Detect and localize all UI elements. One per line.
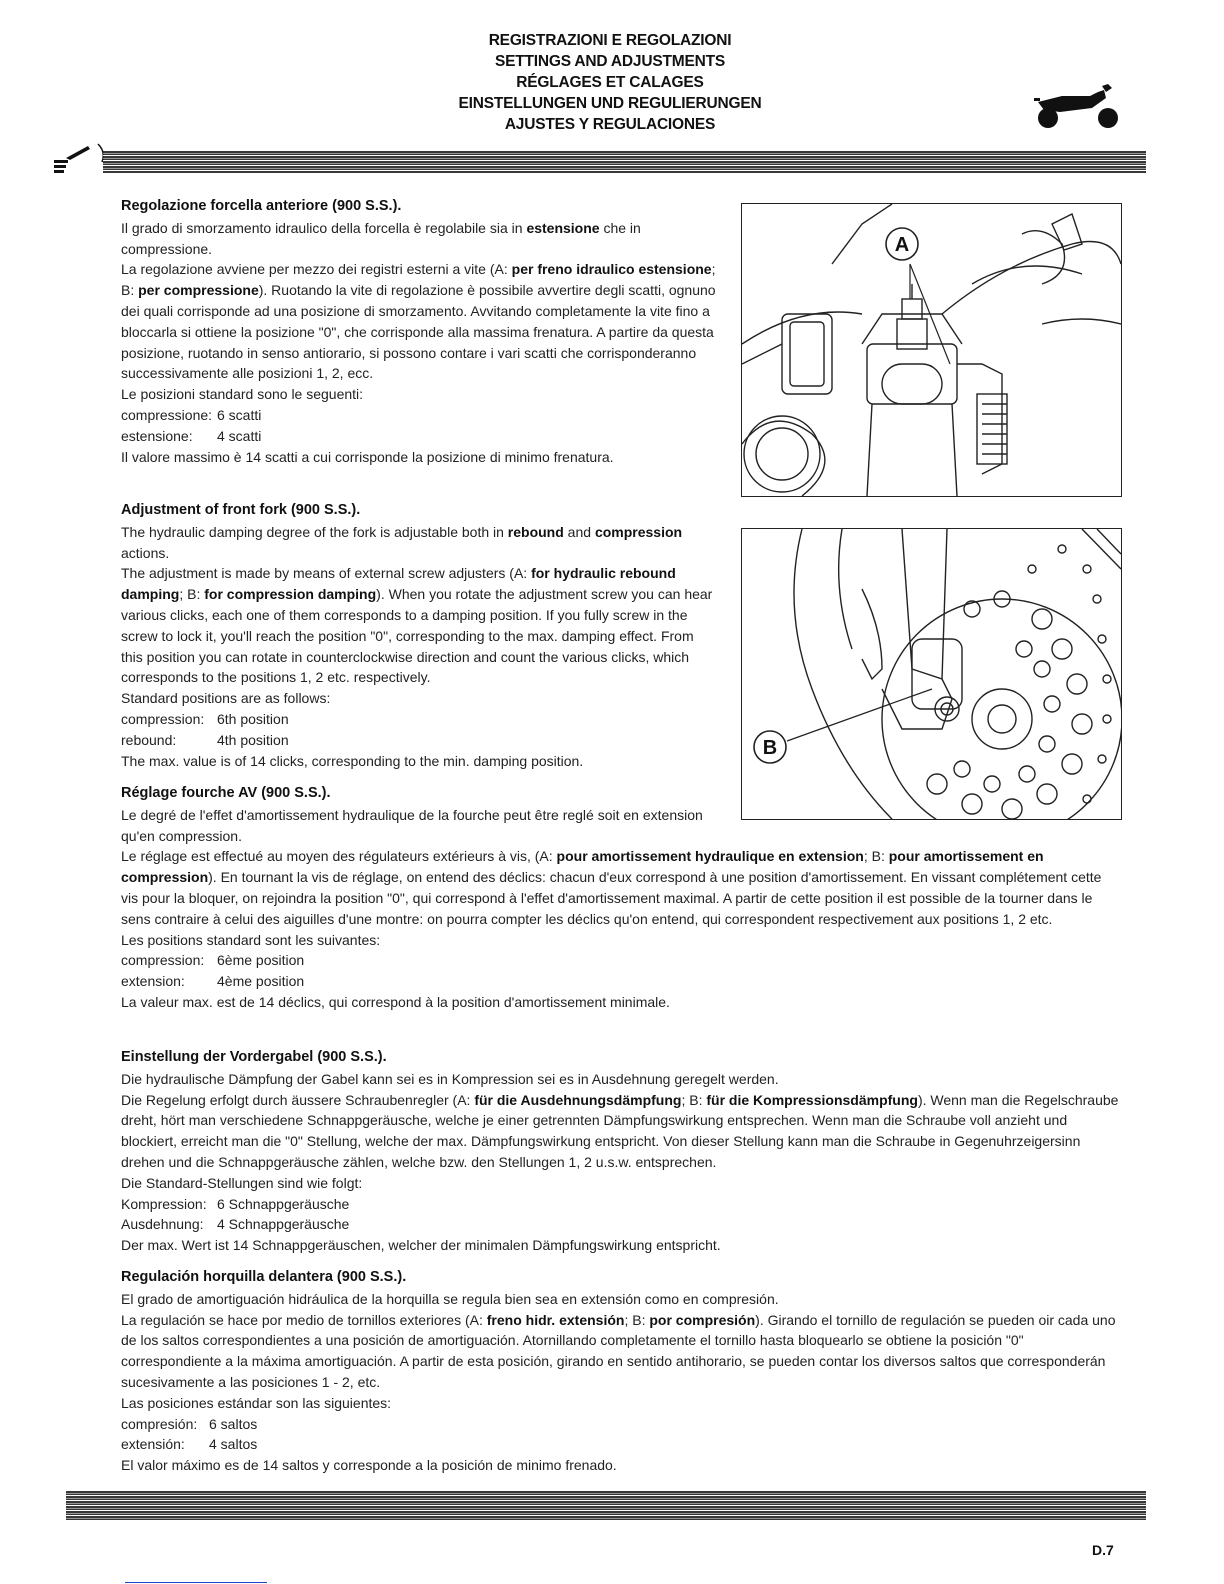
setting-label: compression: — [121, 952, 205, 969]
section-title-english: Adjustment of front fork (900 S.S.). — [121, 502, 361, 518]
page-number: D.7 — [1092, 1542, 1114, 1558]
text-run: Die Regelung erfolgt durch äussere Schraubenregler (A: — [121, 1091, 475, 1108]
setting-value: 6th position — [217, 710, 289, 727]
header-line-german: EINSTELLUNGEN UND REGULIERUNGEN — [458, 95, 762, 112]
paragraph: Die Standard-Stellungen sind wie folgt: — [121, 1174, 363, 1191]
text-run: ; B: — [624, 1311, 650, 1328]
figure-compression-adjuster — [741, 528, 1122, 820]
paragraph: La valeur max. est de 14 déclics, qui correspond à la position d'amortissement minimale. — [121, 993, 670, 1010]
paragraph: El grado de amortiguación hidráulica de la horquilla se regula bien sea en extensión como en compresión. — [121, 1290, 779, 1307]
setting-row — [121, 971, 1121, 992]
header-line-spanish: AJUSTES Y REGULACIONES — [504, 116, 716, 133]
paragraph — [121, 1310, 1121, 1393]
setting-row — [121, 1414, 1121, 1435]
section-title-italian: Regolazione forcella anteriore (900 S.S.). — [121, 198, 402, 214]
text-run: Le réglage est effectué au moyen des régulateurs extérieurs à vis, (A: — [121, 848, 557, 865]
text-run: La regulación se hace por medio de tornillos exteriores (A: — [121, 1311, 487, 1328]
paragraph: Die hydraulische Dämpfung der Gabel kann sei es in Kompression sei es in Ausdehnung geregelt werden. — [121, 1070, 779, 1087]
setting-value: 6 saltos — [209, 1415, 258, 1432]
bold-term: por compresión — [649, 1311, 756, 1328]
paragraph: El valor máximo es de 14 saltos y corresponde a la posición de minimo frenado. — [121, 1457, 617, 1474]
bold-term: for compression damping — [204, 586, 377, 603]
motorcycle-icon — [1032, 82, 1122, 130]
text-run: The hydraulic damping degree of the fork is adjustable both in — [121, 523, 508, 540]
bold-term: estensione — [526, 219, 600, 236]
paragraph: Les positions standard sont les suivantes: — [121, 931, 381, 948]
setting-label: compressione: — [121, 406, 213, 423]
setting-label: extensión: — [121, 1436, 185, 1453]
setting-value: 6ème position — [217, 952, 305, 969]
paragraph: Der max. Wert ist 14 Schnappgeräuschen, welcher der minimalen Dämpfungswirkung entspricht. — [121, 1237, 721, 1254]
setting-value: 6 Schnappgeräusche — [217, 1195, 350, 1212]
setting-label: extension: — [121, 973, 185, 990]
text-run: ; B: — [121, 261, 716, 299]
setting-label: compresión: — [121, 1415, 198, 1432]
setting-row — [121, 1194, 1121, 1215]
setting-value: 4 Schnappgeräusche — [217, 1216, 350, 1233]
paragraph: Il valore massimo è 14 scatti a cui corrisponde la posizione di minimo frenatura. — [121, 448, 614, 465]
bottom-rule-divider — [66, 1491, 1146, 1521]
section-mark-icon — [54, 140, 104, 176]
setting-label: Kompression: — [121, 1195, 207, 1212]
text-run: La regolazione avviene per mezzo dei registri esterni a vite (A: — [121, 261, 512, 278]
setting-value: 4ème position — [217, 973, 305, 990]
text-run: Il grado di smorzamento idraulico della forcella è regolabile sia in — [121, 219, 527, 236]
section-german — [121, 1047, 1121, 1256]
bold-term: compression — [594, 523, 683, 540]
figure-b-label: B — [762, 737, 778, 759]
paragraph: Le degré de l'effet d'amortissement hydraulique de la fourche peut être reglé soit en extension qu'en compression. — [121, 806, 703, 844]
section-title-spanish: Regulación horquilla delantera (900 S.S.). — [121, 1269, 407, 1285]
bold-term: per compressione — [138, 282, 259, 299]
text-run: ). When you rotate the adjustment screw you can hear various clicks, each one of them corresponds to a damping position. If you fully screw in the screw to lock it, you'll reach the position "0", corresponding to the max. damping effect. From this position you can rotate in counterclockwise direction and count the various clicks, which corresponds to the positions 1, 2 etc. respectively. — [121, 586, 713, 686]
setting-label: compression: — [121, 710, 205, 727]
setting-label: rebound: — [121, 731, 177, 748]
bold-term: für die Kompressionsdämpfung — [706, 1091, 918, 1108]
text-run: actions. — [121, 544, 170, 561]
setting-row — [121, 1434, 1121, 1455]
bold-term: per freno idraulico estensione — [511, 261, 712, 278]
bold-term: für die Ausdehnungsdämpfung — [474, 1091, 682, 1108]
bold-term: pour amortissement hydraulique en extension — [556, 848, 864, 865]
paragraph: Standard positions are as follows: — [121, 690, 331, 707]
paragraph — [121, 522, 718, 564]
paragraph — [121, 846, 1121, 929]
setting-value: 4 scatti — [217, 427, 262, 444]
text-run: ; B: — [681, 1091, 707, 1108]
section-title-french: Réglage fourche AV (900 S.S.). — [121, 785, 331, 801]
top-rule-divider — [103, 151, 1146, 173]
text-run: ). Girando el tornillo de regulación se pueden oir cada uno de los saltos correspondientes a una posición de amortiguación. Atornillando completamente el tornillo hasta bloquearlo se obtiene la posición "0" correspondiente a la máxima amortiguación. A partir de esta posición, girando en sentido antihorario, se pueden contar los diversos saltos que corresponderán sucesivamente a las posiciones 1 - 2, etc. — [121, 1311, 1116, 1390]
setting-row — [121, 405, 718, 426]
text-run: ). Wenn man die Regelschraube dreht, hört man verschiedene Schnappgeräusche, welche je einer getrennten Dämpfungswirkung entsprechen. Wenn man die Schraube voll anzieht und blockiert, erreicht man die "0" Stellung, welche der max. Dämpfungswirkung entspricht. Von dieser Stellung kann man die Schraube in Gegenuhrzeigersinn drehen und die Schnappgeräusche zählen, welche bzw. den Stellungen 1, 2 u.s.w. entsprechen. — [121, 1091, 1119, 1170]
figure-a-label: A — [894, 234, 910, 256]
paragraph: The max. value is of 14 clicks, corresponding to the min. damping position. — [121, 752, 584, 769]
text-run: che in compressione. — [121, 219, 641, 257]
paragraph: Las posiciones estándar son las siguientes: — [121, 1394, 392, 1411]
setting-value: 6 scatti — [217, 406, 262, 423]
text-run: ; B: — [179, 586, 205, 603]
section-italian — [121, 196, 718, 467]
bold-term: freno hidr. extensión — [486, 1311, 625, 1328]
setting-value: 4 saltos — [209, 1436, 258, 1453]
bold-term: pour amortissement en compression — [121, 848, 1044, 886]
link-underline[interactable] — [125, 1582, 267, 1583]
figure-rebound-adjuster — [741, 203, 1122, 497]
setting-row — [121, 1214, 1121, 1235]
section-english — [121, 500, 718, 771]
header-line-italian: REGISTRAZIONI E REGOLAZIONI — [488, 32, 732, 49]
paragraph — [121, 218, 718, 260]
paragraph: Le posizioni standard sono le seguenti: — [121, 386, 364, 403]
setting-label: estensione: — [121, 427, 193, 444]
setting-row — [121, 950, 1121, 971]
paragraph — [121, 563, 718, 688]
paragraph — [121, 1090, 1121, 1173]
setting-label: Ausdehnung: — [121, 1216, 204, 1233]
setting-row — [121, 426, 718, 447]
section-french — [121, 783, 1121, 1013]
text-run: The adjustment is made by means of external screw adjusters (A: — [121, 565, 532, 582]
text-run: ; B: — [863, 848, 889, 865]
bold-term: rebound — [507, 523, 564, 540]
setting-row — [121, 730, 718, 751]
setting-value: 4th position — [217, 731, 289, 748]
header-line-french: RÉGLAGES ET CALAGES — [516, 74, 704, 91]
section-title-german: Einstellung der Vordergabel (900 S.S.). — [121, 1049, 387, 1065]
section-spanish — [121, 1267, 1121, 1476]
text-run: ). En tournant la vis de réglage, on entend des déclics: chacun d'eux correspond à une position d'amortissement. En vissant complétement cette vis pour la bloquer, on rejoindra la position "0", qui correspond à l'effet d'amortissement maximal. A partir de cette position il est possible de la tourner dans le sens contraire à celui des aiguilles d'une montre: on pourra compter les déclics qu'on entend, qui correspondent respectivement aux positions 1, 2 etc. — [121, 869, 1102, 927]
bold-term: for hydraulic rebound damping — [121, 565, 676, 603]
paragraph — [121, 259, 718, 384]
header-line-english: SETTINGS AND ADJUSTMENTS — [494, 53, 725, 70]
text-run: ). Ruotando la vite di regolazione è possibile avvertire degli scatti, ognuno dei quali corrisponde ad una posizione di smorzamento. Avvitando completamente la vite fino a bloccarla si ottiene la posizione "0", che corrisponde alla massima frenatura. A partire da questa posizione, ruotando in senso antiorario, si possono contare i vari scatti che corrisponderanno successivamente alle posizioni 1, 2, ecc. — [121, 282, 716, 382]
page-header — [380, 30, 840, 135]
setting-row — [121, 709, 718, 730]
text-run: and — [563, 523, 595, 540]
